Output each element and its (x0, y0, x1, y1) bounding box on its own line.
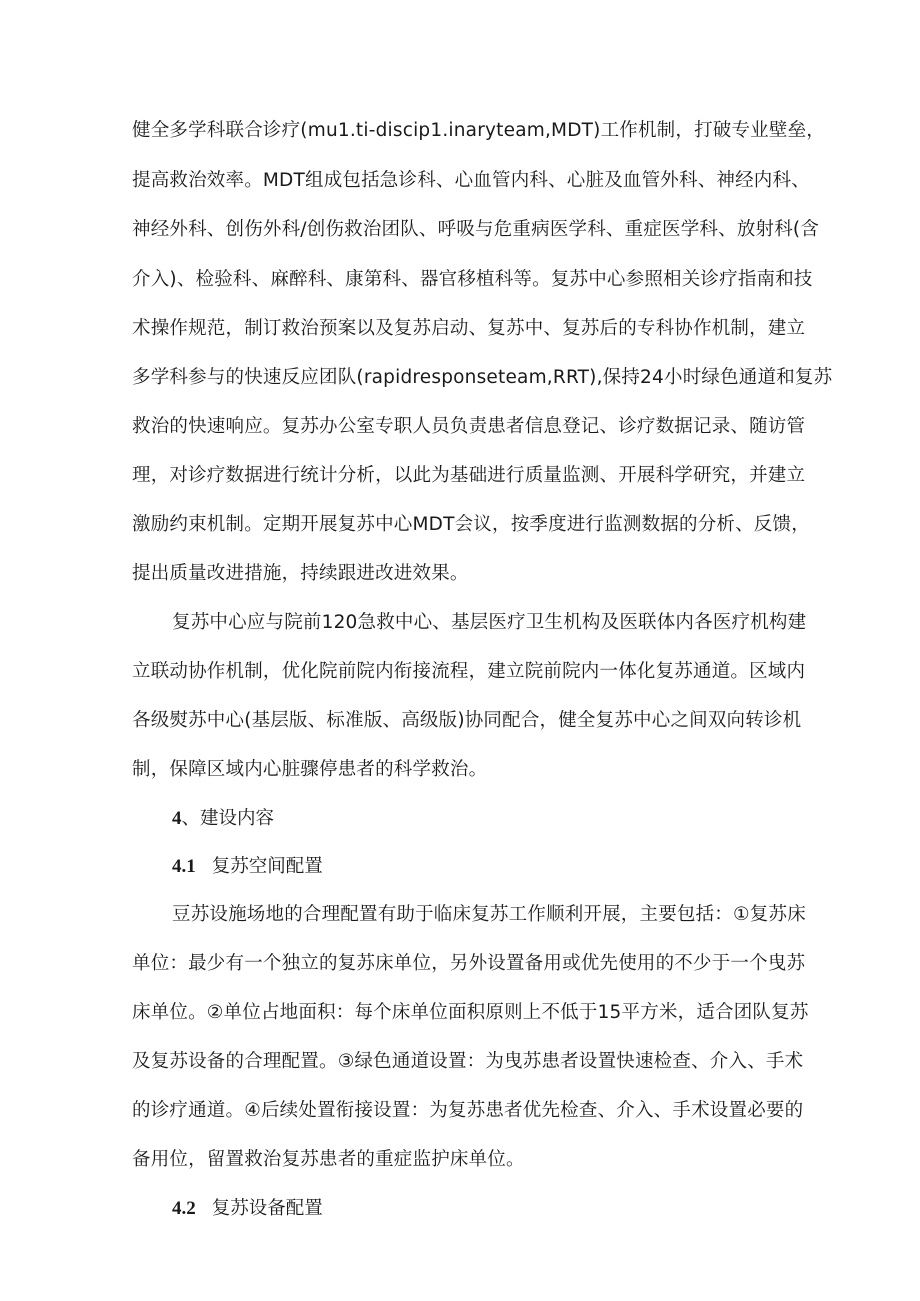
paragraph-2-line-1: 复苏中心应与院前120急救中心、基层医疗卫生机构及医联体内各医疗机构建 (172, 612, 807, 633)
paragraph-2-line-3: 各级熨苏中心(基层版、标准版、高级版)协同配合，健全复苏中心之间双向转诊机 (132, 710, 802, 731)
paragraph-1-line-4: 介入)、检验科、麻醉科、康第科、器官移植科等。复苏中心参照相关诊疗指南和技 (132, 269, 813, 290)
paragraph-3-line-6: 备用位，留置救治复苏患者的重症监护床单位。 (132, 1149, 525, 1170)
paragraph-1-line-10: 提出质量改进措施，持续跟进改进效果。 (132, 563, 469, 584)
paragraph-1-line-9: 激励约束机制。定期开展复苏中心MDT会议，按季度进行监测数据的分析、反馈， (132, 514, 810, 535)
paragraph-1-line-7: 救治的快速响应。复苏办公室专职人员负责患者信息登记、诊疗数据记录、随访管 (132, 416, 806, 437)
section-title: 复苏设备配置 (211, 1198, 323, 1219)
paragraph-3-line-5: 的诊疗通道。④后续处置衔接设置：为复苏患者优先检查、介入、手术设置必要的 (132, 1100, 804, 1121)
paragraph-2-line-4: 制，保障区域内心脏骤停患者的科学救治。 (132, 759, 488, 780)
paragraph-2-line-2: 立联动协作机制，优化院前院内衔接流程，建立院前院内一体化复苏通道。区域内 (132, 661, 806, 682)
section-number: 4.1 (172, 856, 196, 877)
section-heading-4 (172, 806, 274, 832)
paragraph-3-line-3: 床单位。②单位占地面积：每个床单位面积原则上不低于15平方米，适合团队复苏 (132, 1002, 809, 1023)
paragraph-1-line-2: 提高救治效率。MDT组成包括急诊科、心血管内科、心脏及血管外科、神经内科、 (132, 170, 810, 191)
paragraph-3-line-1: 豆苏设施场地的合理配置有助于临床复苏工作顺利开展，主要包括：①复苏床 (172, 904, 806, 925)
section-heading-4-2 (172, 1196, 323, 1222)
paragraph-1-line-1: 健全多学科联合诊疗(mu1.ti-discip1.inaryteam,MDT)工作机制，打破专业壁垒， (132, 120, 825, 141)
paragraph-1-line-6: 多学科参与的快速反应团队(rapidresponseteam,RRT),保持24小时绿色通道和复苏 (132, 367, 833, 388)
paragraph-3-line-4: 及复苏设备的合理配置。③绿色通道设置：为曳苏患者设置快速检查、介入、手术 (132, 1051, 804, 1072)
section-number: 4 (172, 808, 182, 829)
section-heading-4-1 (172, 854, 323, 880)
section-title: 复苏空间配置 (211, 856, 323, 877)
paragraph-1-line-5: 术操作规范，制订救治预案以及复苏启动、复苏中、复苏后的专科协作机制，建立 (132, 318, 806, 339)
section-number: 4.2 (172, 1198, 196, 1219)
section-title: 、建设内容 (181, 808, 275, 829)
paragraph-1-line-8: 理，对诊疗数据进行统计分析，以此为基础进行质量监测、开展科学研究，并建立 (132, 465, 806, 486)
paragraph-3-line-2: 单位：最少有一个独立的复苏床单位，另外设置备用或优先使用的不少于一个曳苏 (132, 953, 806, 974)
paragraph-1-line-3: 神经外科、创伤外科/创伤救治团队、呼吸与危重病医学科、重症医学科、放射科(含 (132, 219, 820, 240)
